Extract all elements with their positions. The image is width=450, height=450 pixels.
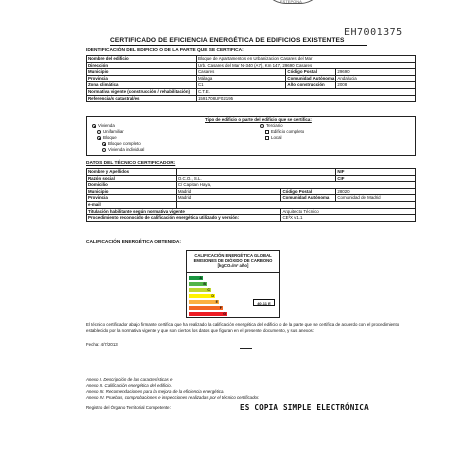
building-type-option[interactable]	[102, 147, 144, 153]
cell-label: Comunidad Autónoma	[281, 195, 336, 202]
cell-value: C1	[196, 82, 285, 89]
radio-icon[interactable]	[260, 124, 264, 128]
cell-label: Municipio	[87, 188, 177, 195]
cell-label: Zona climática	[87, 82, 197, 89]
cell-value: 2008	[336, 82, 416, 89]
radio-icon[interactable]	[92, 124, 96, 128]
title-underline	[110, 45, 367, 46]
cell-label: Referencia/s catastral/es	[87, 95, 197, 102]
option-label: Bloque	[103, 135, 117, 140]
annex-3: Anexo III. Recomendaciones para la mejora de la eficiencia energética.	[86, 389, 225, 394]
cell-value: Casares	[196, 69, 285, 76]
table-row	[87, 182, 416, 189]
rating-bars	[189, 275, 277, 317]
option-label: Vivienda individual	[108, 147, 145, 152]
annex-2: Anexo II. Calificación energética del edificio.	[86, 383, 172, 388]
cell-label: Domicilio	[87, 182, 177, 189]
cell-label: Nombre del edificio	[87, 56, 197, 63]
rating-bar-c: C	[189, 288, 211, 293]
option-label: Local	[271, 135, 282, 140]
table-row	[87, 201, 416, 208]
cell-label: Provincia	[87, 195, 177, 202]
label-divider	[187, 272, 279, 273]
cell-label: Procedimiento reconocido de calificación energética utilizado y versión:	[87, 215, 281, 222]
cell-label: CIF	[336, 175, 416, 182]
cell-value: Bloque de Apartamentos en Urbanizacion Casares del Mar	[196, 56, 415, 63]
table-row	[87, 175, 416, 182]
cell-value: Madrid	[176, 188, 281, 195]
identification-table	[86, 55, 416, 102]
cell-value: C/ Capitan Haya,	[176, 182, 415, 189]
checkbox-icon[interactable]	[265, 130, 269, 134]
table-row	[87, 56, 416, 63]
rating-bar-f: F	[189, 306, 223, 311]
cell-label: e-mail	[87, 201, 177, 208]
table-row	[87, 169, 416, 176]
radio-icon[interactable]	[102, 142, 106, 146]
energy-label	[186, 250, 280, 318]
rating-heading: CALIFICACIÓN ENERGÉTICA OBTENIDA:	[86, 240, 181, 245]
table-row	[87, 188, 416, 195]
cell-label: NIF	[336, 169, 416, 176]
electronic-copy-stamp: ES COPIA SIMPLE ELECTRÓNICA	[240, 403, 369, 412]
radio-icon[interactable]	[97, 136, 101, 140]
cell-label: Normativa vigente (construcción / rehabilitación)	[87, 88, 197, 95]
table-row	[87, 62, 416, 69]
option-label: Edificio completo	[271, 129, 305, 134]
cell-value: Urb. Casares del Mar N-340 (A7), Km 147, 29690 Casares	[196, 62, 415, 69]
cell-label: Razón social	[87, 175, 177, 182]
cell-value: Arquitecto Técnico	[281, 208, 416, 215]
rating-bar-g: G	[189, 312, 227, 317]
seal-text: ESTEPONA	[280, 0, 302, 4]
cell-value: Andalucia	[336, 75, 416, 82]
rating-bar-a: A	[189, 276, 203, 281]
option-label: Terciario	[266, 123, 283, 128]
annex-4: Anexo IV. Pruebas, comprobaciones e inspecciones realizadas por el técnico certificador.	[86, 395, 260, 400]
option-label: Unifamiliar	[103, 129, 124, 134]
building-type-right	[260, 123, 304, 141]
rating-value-indicator: 40.11 E	[253, 299, 275, 306]
label-title-1: CALIFICACIÓN ENERGÉTICA GLOBAL	[194, 253, 272, 258]
table-row	[87, 195, 416, 202]
building-type-box	[86, 116, 416, 156]
label-units: [kgCO₂/m² año]	[217, 263, 249, 268]
building-type-option[interactable]	[265, 135, 304, 141]
cell-value: O.C.O., S.L.	[176, 175, 336, 182]
cell-value	[176, 169, 336, 176]
cell-label: Municipio	[87, 69, 197, 76]
table-row	[87, 215, 416, 222]
technician-table	[86, 168, 416, 222]
cell-value: 28020	[336, 188, 416, 195]
option-label: Vivienda	[98, 123, 115, 128]
table-row	[87, 208, 416, 215]
cell-value: 1591708UF02195	[196, 95, 415, 102]
cell-value: C.T.E.	[196, 88, 415, 95]
cell-value: Madrid	[176, 195, 281, 202]
date-text: Fecha: 4/7/2013	[86, 342, 118, 347]
registry-label: Registro del Órgano Territorial Competente:	[86, 405, 171, 410]
table-row	[87, 95, 416, 102]
technician-heading: DATOS DEL TÉCNICO CERTIFICADOR:	[86, 161, 176, 166]
label-title-2: EMISIONES DE DIÓXIDO DE CARBONO	[193, 258, 273, 263]
cell-label: Año construcción	[286, 82, 336, 89]
cell-label: Titulación habilitante según normativa vigente	[87, 208, 281, 215]
cell-label: Dirección	[87, 62, 197, 69]
document-id: EH7001375	[344, 27, 403, 38]
cell-label: Provincia	[87, 75, 197, 82]
cell-label: Nombre y Apellidos	[87, 169, 177, 176]
table-row	[87, 88, 416, 95]
rating-bar-e: E	[189, 300, 219, 305]
cell-label: Código Postal	[281, 188, 336, 195]
table-row	[87, 75, 416, 82]
cell-value: CE³X v1.1	[281, 215, 416, 222]
cell-value	[176, 201, 415, 208]
rating-bar-d: D	[189, 294, 215, 299]
signature-mark	[240, 348, 252, 349]
building-type-title: Tipo de edificio o parte del edificio que se certifica:	[205, 117, 312, 122]
radio-icon[interactable]	[97, 130, 101, 134]
table-row	[87, 69, 416, 76]
cell-value: Comunidad de Madrid	[336, 195, 416, 202]
cell-value: 29690	[336, 69, 416, 76]
option-label: Bloque completo	[108, 141, 141, 146]
annex-1: Anexo I. Descripción de las características e	[86, 377, 173, 382]
page-title: CERTIFICADO DE EFICIENCIA ENERGÉTICA DE EDIFICIOS EXISTENTES	[110, 37, 345, 44]
certification-paragraph: El técnico certificador abajo firmante certifica que ha realizado la calificación energética del edificio o de la parte que se certifica de acuerdo con el procedimiento establecido por la normativa vigente y que son ciertos los datos que figuran en el presente documento, y sus anexos:	[86, 322, 400, 333]
cell-label: Código Postal	[286, 69, 336, 76]
rating-bar-b: B	[189, 282, 207, 287]
radio-icon[interactable]	[102, 148, 106, 152]
table-row	[87, 82, 416, 89]
checkbox-icon[interactable]	[265, 136, 269, 140]
identification-heading: IDENTIFICACIÓN DEL EDIFICIO O DE LA PARTE QUE SE CERTIFICA:	[86, 48, 244, 53]
building-type-left	[92, 123, 144, 153]
cell-value: Málaga	[196, 75, 285, 82]
cell-label: Comunidad Autónoma	[287, 75, 335, 81]
